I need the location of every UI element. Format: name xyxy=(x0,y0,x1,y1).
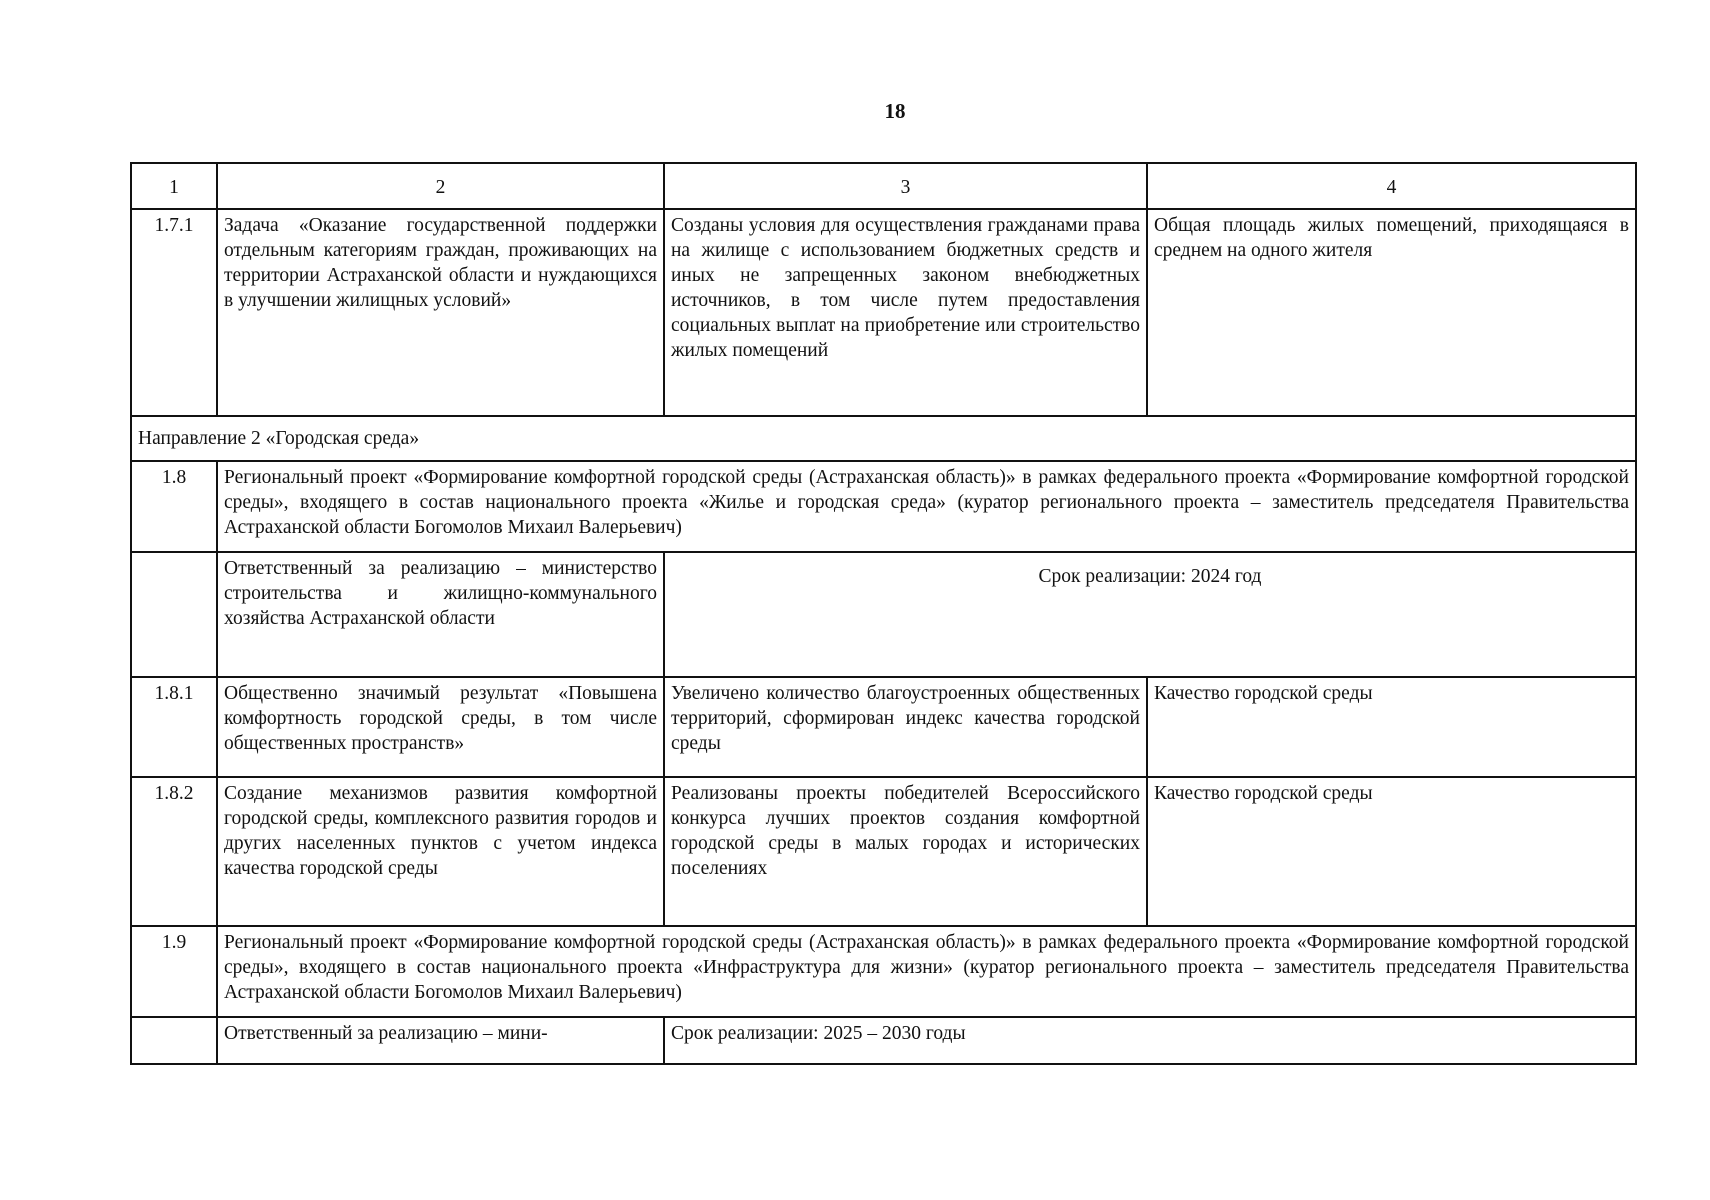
responsible-text: Ответственный за реализацию – мини- xyxy=(217,1017,664,1064)
result-outcome: Увеличено количество благоустроенных общественных территорий, сформирован индекс качества городской среды xyxy=(664,677,1147,777)
result-indicator: Качество городской среды xyxy=(1147,677,1636,777)
direction-row xyxy=(131,416,1636,461)
programs-table xyxy=(130,162,1637,1065)
project-row xyxy=(131,461,1636,552)
result-indicator: Качество городской среды xyxy=(1147,777,1636,926)
header-col-3: 3 xyxy=(664,163,1147,209)
row-number: 1.8 xyxy=(131,461,217,552)
header-col-2: 2 xyxy=(217,163,664,209)
responsible-row xyxy=(131,552,1636,677)
project-description: Региональный проект «Формирование комфортной городской среды (Астраханская область)» в рамках федерального проекта «Формирование комфортной городской среды», входящего в состав национального проекта «Инфраструктура для жизни» (куратор регионального проекта – заместитель председателя Правительства Астраханской области Богомолов Михаил Валерьевич) xyxy=(217,926,1636,1017)
row-number: 1.8.1 xyxy=(131,677,217,777)
implementation-term-text: Срок реализации: 2025 – 2030 годы xyxy=(664,1017,1636,1064)
row-number: 1.7.1 xyxy=(131,209,217,416)
task-description: Задача «Оказание государственной поддержки отдельным категориям граждан, проживающих на территории Астраханской области и нуждающихся в улучшении жилищных условий» xyxy=(217,209,664,416)
implementation-term xyxy=(664,552,1636,677)
result-outcome: Реализованы проекты победителей Всероссийского конкурса лучших проектов создания комфортной городской среды в малых городах и исторических поселениях xyxy=(664,777,1147,926)
result-description: Общественно значимый результат «Повышена комфортность городской среды, в том числе общественных пространств» xyxy=(217,677,664,777)
task-indicator: Общая площадь жилых помещений, приходящаяся в среднем на одного жителя xyxy=(1147,209,1636,416)
table-row xyxy=(131,677,1636,777)
header-col-4: 4 xyxy=(1147,163,1636,209)
task-result: Созданы условия для осуществления гражданами права на жилище с использованием бюджетных средств и иных не запрещенных законом внебюджетных источников, в том числе путем предоставления социальных выплат на приобретение или строительство жилых помещений xyxy=(664,209,1147,416)
page-number: 18 xyxy=(884,99,906,123)
implementation-term-text: Срок реализации: 2024 год xyxy=(1038,566,1262,587)
responsible-text: Ответственный за реализацию – министерство строительства и жилищно-коммунального хозяйства Астраханской области xyxy=(217,552,664,677)
header-col-1: 1 xyxy=(131,163,217,209)
empty-cell xyxy=(131,1017,217,1064)
project-row xyxy=(131,926,1636,1017)
table-row xyxy=(131,777,1636,926)
empty-cell xyxy=(131,552,217,677)
table-header-row xyxy=(131,163,1636,209)
direction-title: Направление 2 «Городская среда» xyxy=(131,416,1636,461)
row-number: 1.8.2 xyxy=(131,777,217,926)
result-description: Создание механизмов развития комфортной городской среды, комплексного развития городов и других населенных пунктов с учетом индекса качества городской среды xyxy=(217,777,664,926)
row-number: 1.9 xyxy=(131,926,217,1017)
project-description: Региональный проект «Формирование комфортной городской среды (Астраханская область)» в рамках федерального проекта «Формирование комфортной городской среды», входящего в состав национального проекта «Жилье и городская среда» (куратор регионального проекта – заместитель председателя Правительства Астраханской области Богомолов Михаил Валерьевич) xyxy=(217,461,1636,552)
table-row xyxy=(131,209,1636,416)
responsible-row xyxy=(131,1017,1636,1064)
